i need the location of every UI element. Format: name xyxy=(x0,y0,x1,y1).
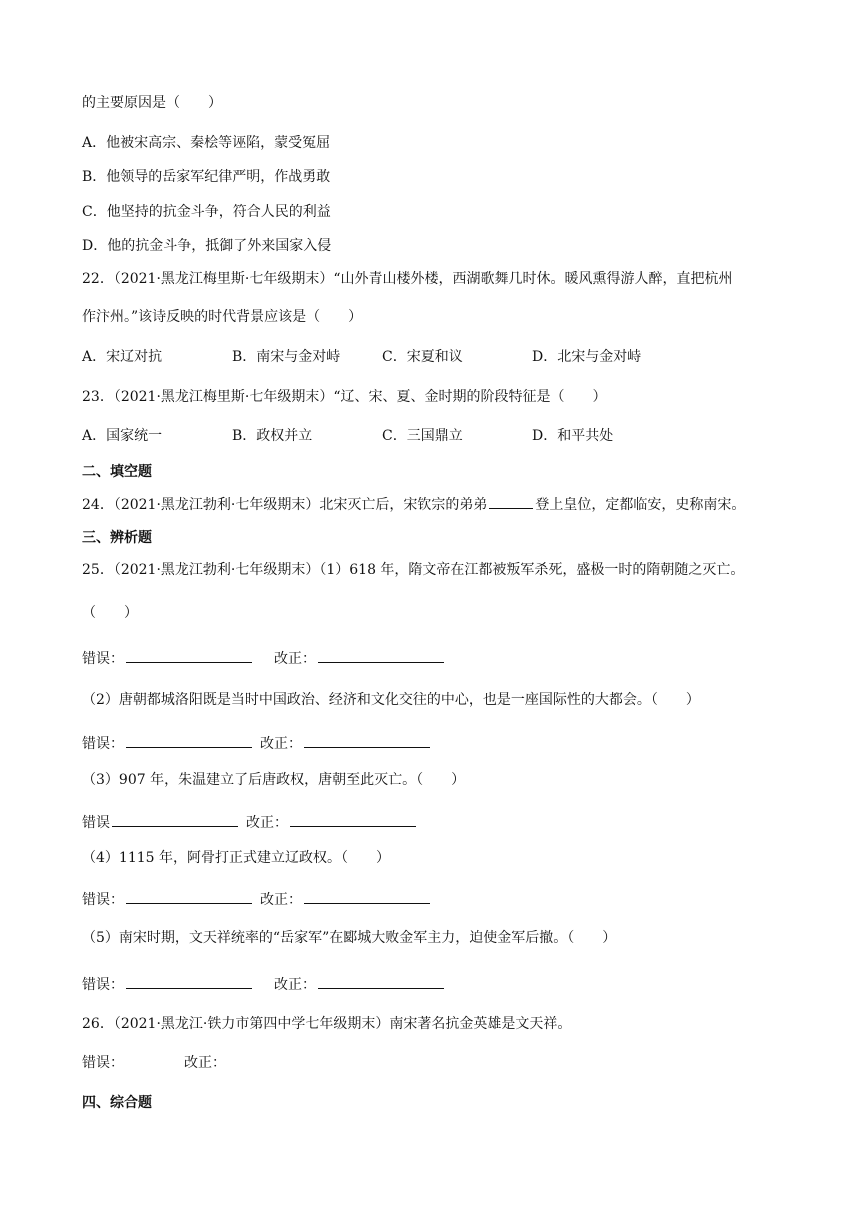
q21-stem: 的主要原因是（ ） xyxy=(82,95,222,111)
q25-s5: （5）南宋时期，文天祥统率的“岳家军”在郾城大败金军主力，迫使金军后撤。（ ） xyxy=(82,930,617,946)
error-label: 错误： xyxy=(82,892,124,908)
fix-blank xyxy=(304,889,430,904)
error-label: 错误 xyxy=(82,815,110,831)
error-blank xyxy=(112,812,238,827)
fix-label: 改正： xyxy=(246,815,288,831)
q21-option-d: D．他的抗金斗争，抵御了外来国家入侵 xyxy=(82,238,332,254)
error-label: 错误： xyxy=(82,977,124,993)
q22-option-d: D．北宋与金对峙 xyxy=(532,349,642,365)
q25-s2: （2）唐朝都城洛阳既是当时中国政治、经济和文化交往的中心，也是一座国际性的大都会。（ ） xyxy=(82,692,700,708)
q24-answer-blank xyxy=(489,494,533,509)
error-label: 错误： xyxy=(82,1055,124,1071)
q26-answer-line xyxy=(82,1053,226,1073)
fix-label: 改正： xyxy=(260,892,302,908)
q22-stem-line1: 22．（2021·黑龙江梅里斯·七年级期末）“山外青山楼外楼，西湖歌舞几时休。暖风熏得游人醉，直把杭州 xyxy=(82,271,733,287)
q25-s1-paren: （ ） xyxy=(82,605,138,621)
fix-blank xyxy=(318,974,444,989)
q26-stem: 26．（2021·黑龙江·铁力市第四中学七年级期末）南宋著名抗金英雄是文天祥。 xyxy=(82,1016,572,1032)
error-label: 错误： xyxy=(82,736,124,752)
error-blank xyxy=(126,733,252,748)
q25-s5-answer-line xyxy=(82,974,446,995)
q23-option-b: B．政权并立 xyxy=(232,428,313,444)
section-heading-comprehensive: 四、综合题 xyxy=(82,1095,152,1111)
fix-label: 改正： xyxy=(274,977,316,993)
q24-stem-part2: 登上皇位，定都临安，史称南宋。 xyxy=(535,497,746,513)
fix-label: 改正： xyxy=(260,736,302,752)
q25-stem: 25．（2021·黑龙江勃利·七年级期末）（1）618 年，隋文帝在江都被叛军杀死，盛极一时的隋朝随之灭亡。 xyxy=(82,562,745,578)
q25-s2-answer-line xyxy=(82,733,432,754)
q23-option-c: C．三国鼎立 xyxy=(382,428,463,444)
q22-option-c: C．宋夏和议 xyxy=(382,349,463,365)
fix-blank xyxy=(304,733,430,748)
q25-s4: （4）1115 年，阿骨打正式建立辽政权。（ ） xyxy=(82,850,390,866)
error-label: 错误： xyxy=(82,651,124,667)
q25-s3-answer-line xyxy=(82,812,418,833)
section-heading-fill-in: 二、填空题 xyxy=(82,464,152,480)
q22-option-a: A．宋辽对抗 xyxy=(82,349,163,365)
q25-s1-answer-line xyxy=(82,648,446,669)
fix-blank xyxy=(290,812,416,827)
fix-label: 改正： xyxy=(184,1055,226,1071)
q22-option-b: B．南宋与金对峙 xyxy=(232,349,341,365)
q21-option-b: B．他领导的岳家军纪律严明，作战勇敢 xyxy=(82,169,331,185)
section-heading-analysis: 三、辨析题 xyxy=(82,530,152,546)
q24-stem xyxy=(82,494,745,515)
q22-stem-line2: 作汴州。”该诗反映的时代背景应该是（ ） xyxy=(82,309,363,325)
error-blank xyxy=(126,648,252,663)
q25-s3: （3）907 年，朱温建立了后唐政权，唐朝至此灭亡。（ ） xyxy=(82,772,466,788)
q23-option-a: A．国家统一 xyxy=(82,428,163,444)
q23-option-d: D．和平共处 xyxy=(532,428,614,444)
fix-blank xyxy=(318,648,444,663)
q23-stem: 23．（2021·黑龙江梅里斯·七年级期末）“辽、宋、夏、金时期的阶段特征是（ ） xyxy=(82,389,607,405)
q21-option-c: C．他坚持的抗金斗争，符合人民的利益 xyxy=(82,204,331,220)
error-blank xyxy=(126,974,252,989)
fix-label: 改正： xyxy=(274,651,316,667)
error-blank xyxy=(126,889,252,904)
q25-s4-answer-line xyxy=(82,889,432,910)
q24-stem-part1: 24．（2021·黑龙江勃利·七年级期末）北宋灭亡后，宋钦宗的弟弟 xyxy=(82,497,488,513)
q21-option-a: A．他被宋高宗、秦桧等诬陷，蒙受冤屈 xyxy=(82,135,331,151)
